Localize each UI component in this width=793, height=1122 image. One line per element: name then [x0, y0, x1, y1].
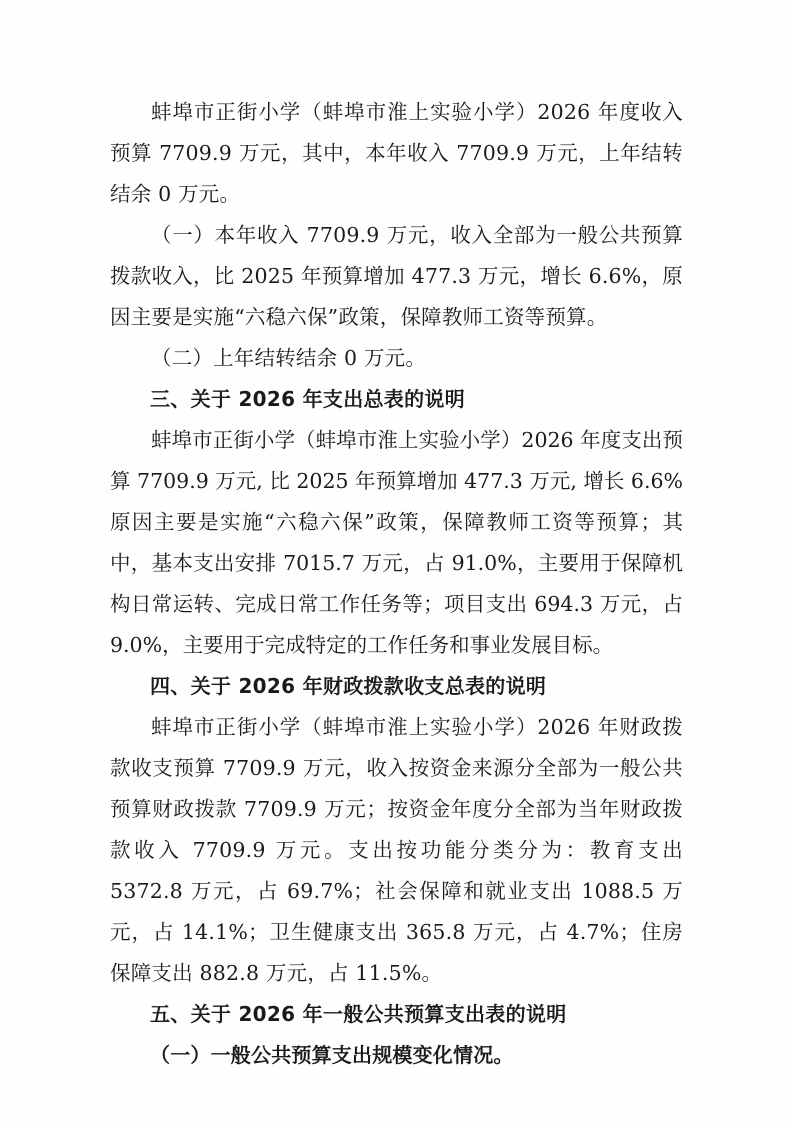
- heading-general-public-budget-expenditure: 五、关于 2026 年一般公共预算支出表的说明: [150, 1002, 567, 1026]
- heading-expenditure-summary: 三、关于 2026 年支出总表的说明: [150, 387, 465, 411]
- paragraph-current-year-income: （一）本年收入 7709.9 万元，收入全部为一般公共预算拨款收入，比 2025 年预算增加 477.3 万元，增长 6.6%，原因主要是实施“六稳六保”政策，保障教师工资等预算。: [110, 223, 683, 329]
- paragraph-expenditure-detail: 蚌埠市正街小学（蚌埠市淮上实验小学）2026 年度支出预算 7709.9 万元, 比 2025 年预算增加 477.3 万元, 增长 6.6% 原因主要是实施“六稳六保”政策，保障教师工资等预算；其中，基本支出安排 7015.7 万元，占 91.0%，主要用于保障机构日常运转、完成日常工作任务等；项目支出 694.3 万元，占 9.0%，主要用于完成特定的工作任务和事业发展目标。: [110, 428, 683, 657]
- heading-fiscal-appropriation-summary: 四、关于 2026 年财政拨款收支总表的说明: [150, 674, 547, 698]
- paragraph-income-budget-total: 蚌埠市正街小学（蚌埠市淮上实验小学）2026 年度收入预算 7709.9 万元，其中，本年收入 7709.9 万元，上年结转结余 0 万元。: [110, 100, 683, 206]
- document-body: [110, 92, 683, 1076]
- subheading-expenditure-scale-change: （一）一般公共预算支出规模变化情况。: [150, 1043, 514, 1067]
- paragraph-carryover-balance: （二）上年结转结余 0 万元。: [151, 346, 427, 370]
- paragraph-fiscal-appropriation-detail: 蚌埠市正街小学（蚌埠市淮上实验小学）2026 年财政拨款收支预算 7709.9 万元，收入按资金来源分全部为一般公共预算财政拨款 7709.9 万元；按资金年度分全部为当年财政拨款收入 7709.9 万元。支出按功能分类分为：教育支出 5372.8 万元，占 69.7%；社会保障和就业支出 1088.5 万元，占 14.1%；卫生健康支出 365.8 万元，占 4.7%；住房保障支出 882.8 万元，占 11.5%。: [110, 715, 683, 985]
